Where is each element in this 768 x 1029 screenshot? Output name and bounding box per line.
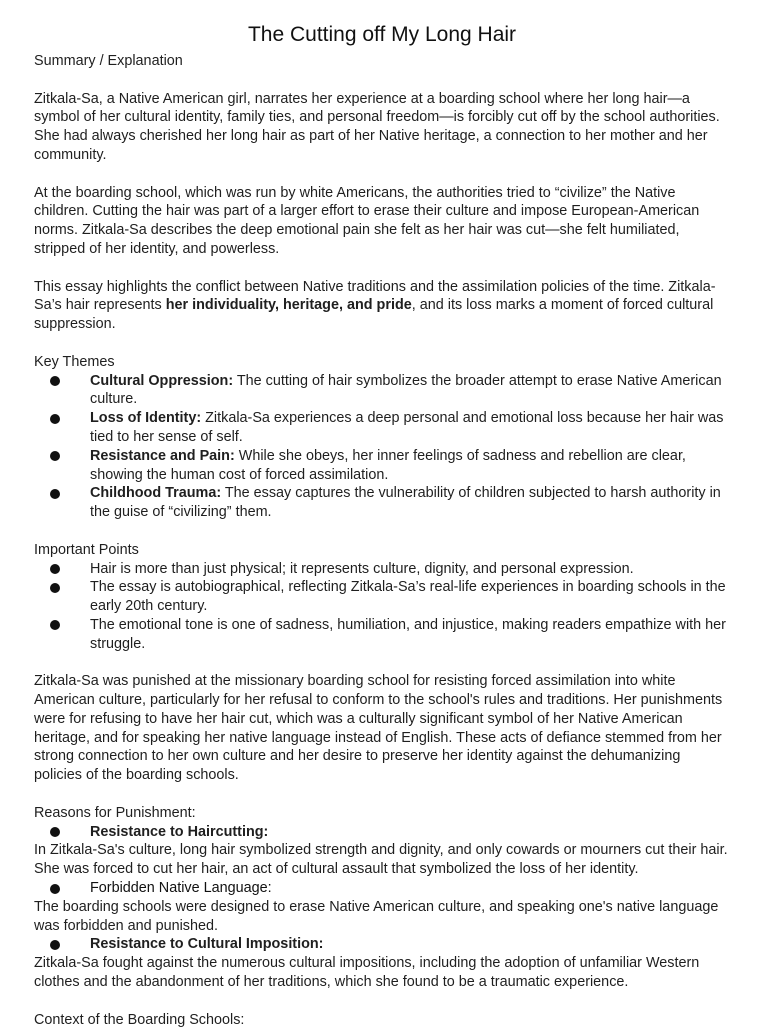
summary-paragraph-3-emphasis: her individuality, heritage, and pride (165, 297, 412, 314)
bullet-icon (50, 376, 60, 386)
bullet-icon (50, 884, 60, 894)
summary-paragraph-2: At the boarding school, which was run by white Americans, the authorities tried to “civilize” the Native children. Cutting the hair was part of a larger effort to erase their culture and impose European-American norms. Zitkala-Sa describes the deep emotional pain she felt as her hair was cut—she felt humiliated, stripped of her identity, and powerless. (34, 184, 700, 257)
important-point-text: Hair is more than just physical; it represents culture, dignity, and personal expression. (90, 560, 634, 577)
document-title: The Cutting off My Long Hair (247, 23, 517, 46)
summary-paragraph-3-start: This essay highlights the conflict between Native traditions and the assimilation policies of the time. Zitkala-Sa’s hair represents (34, 278, 716, 314)
bullet-icon (50, 414, 60, 424)
reason-text: The boarding schools were designed to erase Native American culture, and speaking one's native language was forbidden and punished. (34, 898, 719, 934)
reason-item (34, 879, 730, 898)
summary-paragraph-3-end: , and its loss marks a moment of forced cultural suppression. (34, 297, 714, 333)
key-theme-item (34, 372, 730, 410)
key-themes-list (34, 372, 730, 522)
reasons-heading: Reasons for Punishment: (34, 804, 196, 821)
key-theme-term: Childhood Trauma: (90, 485, 222, 502)
important-point-item (34, 578, 730, 616)
key-theme-term: Cultural Oppression: (90, 372, 234, 389)
key-theme-text: The cutting of hair symbolizes the broader attempt to erase Native American culture. (90, 372, 722, 408)
bullet-icon (50, 489, 60, 499)
bullet-icon (50, 827, 60, 837)
key-theme-item (34, 409, 730, 447)
bullet-icon (50, 451, 60, 461)
reason-item (34, 935, 730, 954)
key-theme-item (34, 447, 730, 485)
summary-paragraph-3 (34, 278, 730, 334)
reason-term: Resistance to Haircutting: (90, 823, 269, 840)
punishment-paragraph: Zitkala-Sa was punished at the missionary boarding school for resisting forced assimilation into white American culture, particularly for her refusal to conform to the school's rules and traditions. Her punishments were for refusing to have her hair cut, which was a culturally significant symbol of her Native American heritage, and for speaking her native language instead of English. These acts of defiance stemmed from her strong connection to her own culture and her desire to preserve her identity against the dehumanizing policies of the boarding schools. (34, 673, 723, 784)
bullet-icon (50, 583, 60, 593)
bullet-icon (50, 620, 60, 630)
key-theme-text: While she obeys, her inner feelings of sadness and rebellion are clear, showing the human cost of forced assimilation. (90, 447, 686, 483)
reason-term: Resistance to Cultural Imposition: (90, 936, 324, 953)
reason-term: Forbidden Native Language: (90, 880, 272, 897)
key-theme-text: Zitkala-Sa experiences a deep personal and emotional loss because her hair was tied to her sense of self. (90, 410, 724, 445)
reason-item (34, 823, 730, 842)
important-points-heading: Important Points (34, 541, 139, 558)
key-theme-term: Loss of Identity: (90, 410, 202, 427)
key-theme-term: Resistance and Pain: (90, 447, 235, 464)
bullet-icon (50, 940, 60, 950)
important-point-item (34, 616, 730, 654)
bullet-icon (50, 564, 60, 574)
summary-heading: Summary / Explanation (34, 53, 183, 69)
summary-paragraph-1: Zitkala-Sa, a Native American girl, narrates her experience at a boarding school where her long hair—a symbol of her cultural identity, family ties, and personal freedom—is forcibly cut off by the school authorities. She had always cherished her long hair as part of her Native heritage, a connection to her mother and her community. (34, 90, 720, 163)
key-themes-heading: Key Themes (34, 353, 115, 370)
important-point-item (34, 560, 730, 579)
key-theme-item (34, 484, 730, 522)
key-theme-text: The essay captures the vulnerability of children subjected to harsh authority in the guise of “civilizing” them. (90, 485, 721, 521)
important-points-list (34, 560, 730, 654)
important-point-text: The emotional tone is one of sadness, humiliation, and injustice, making readers empathize with her struggle. (90, 616, 726, 652)
important-point-text: The essay is autobiographical, reflecting Zitkala-Sa’s real-life experiences in boarding schools in the early 20th century. (90, 579, 726, 615)
context-heading: Context of the Boarding Schools: (34, 1011, 245, 1028)
reason-text: In Zitkala-Sa's culture, long hair symbolized strength and dignity, and only cowards or mourners cut their hair. She was forced to cut her hair, an act of cultural assault that symbolized the loss of her identity. (34, 842, 728, 878)
reason-text: Zitkala-Sa fought against the numerous cultural impositions, including the adoption of unfamiliar Western clothes and the abandonment of her traditions, which she found to be a traumatic experience. (34, 955, 700, 991)
